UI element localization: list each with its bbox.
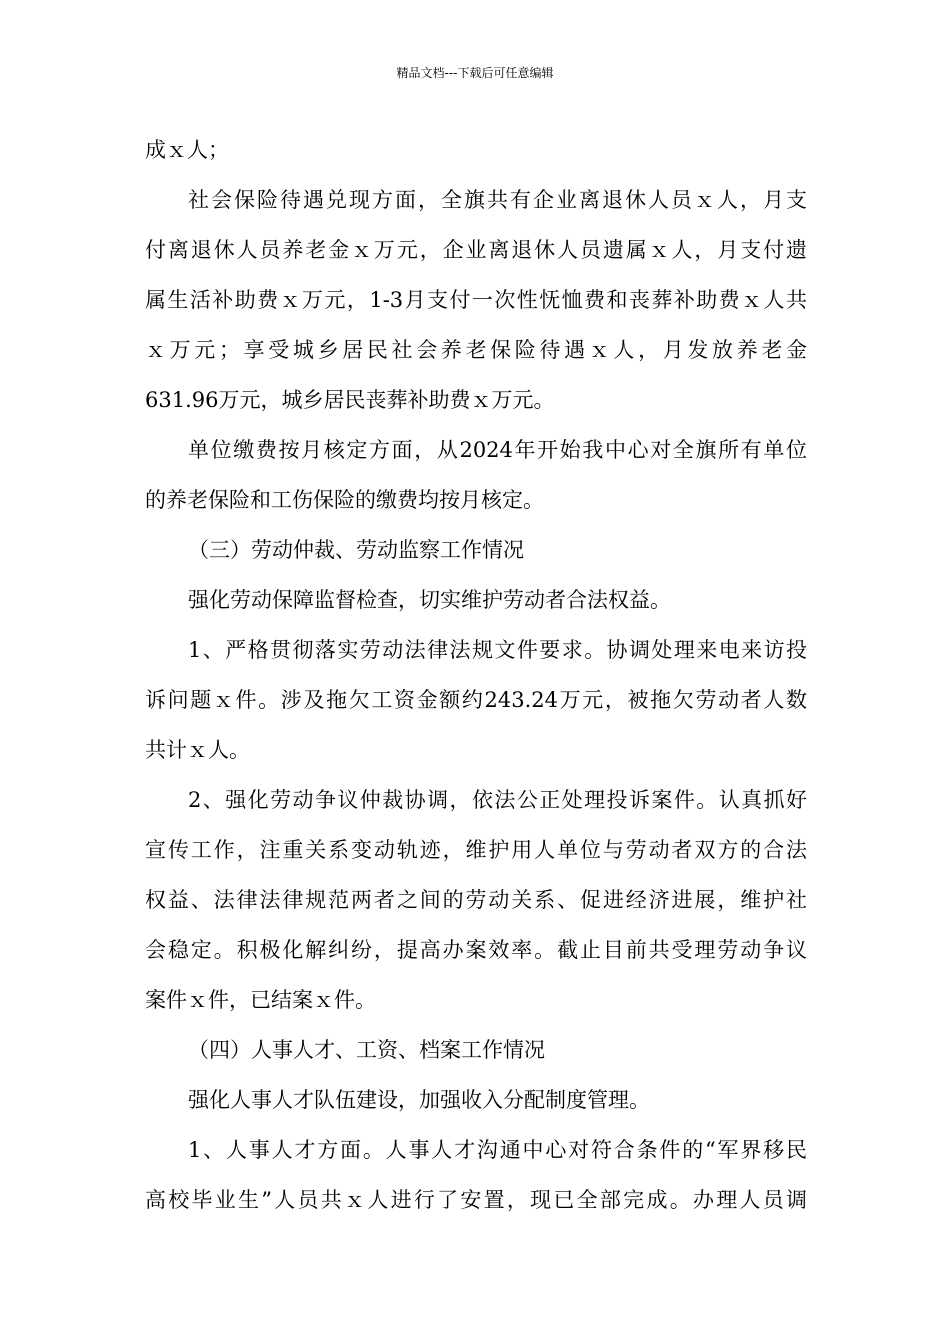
section-heading-labor-arbitration: （三）劳动仲裁、劳动监察工作情况 bbox=[188, 538, 524, 562]
text-line: 付离退休人员养老金ｘ万元，企业离退休人员遗属ｘ人，月支付遗 bbox=[145, 238, 807, 262]
text-line: 成ｘ人； bbox=[145, 138, 229, 162]
section-heading-personnel: （四）人事人才、工资、档案工作情况 bbox=[188, 1038, 545, 1062]
text-line: 会稳定。积极化解纠纷，提高办案效率。截止目前共受理劳动争议 bbox=[145, 938, 807, 962]
page-header: 精品文档---下载后可任意编辑 bbox=[396, 66, 554, 80]
text-line: 的养老保险和工伤保险的缴费均按月核定。 bbox=[145, 488, 544, 512]
text-line: 共计ｘ人。 bbox=[145, 738, 250, 762]
text-line: ｘ万元；享受城乡居民社会养老保险待遇ｘ人，月发放养老金 bbox=[145, 338, 807, 362]
document-body bbox=[145, 125, 807, 1225]
text-line: 631.96万元，城乡居民丧葬补助费ｘ万元。 bbox=[145, 388, 555, 412]
paragraph-personnel-construction: 强化人事人才队伍建设，加强收入分配制度管理。 bbox=[188, 1088, 650, 1112]
text-line: 高校毕业生”人员共ｘ人进行了安置，现已全部完成。办理人员调 bbox=[145, 1188, 807, 1212]
text-line: 宣传工作，注重关系变动轨迹，维护用人单位与劳动者双方的合法 bbox=[145, 838, 807, 862]
list-item-1-line: 1、严格贯彻落实劳动法律法规文件要求。协调处理来电来访投 bbox=[188, 638, 807, 662]
text-line: 诉问题ｘ件。涉及拖欠工资金额约243.24万元，被拖欠劳动者人数 bbox=[145, 688, 807, 712]
list-item-2-line: 2、强化劳动争议仲裁协调，依法公正处理投诉案件。认真抓好 bbox=[188, 788, 807, 812]
paragraph-labor-supervision: 强化劳动保障监督检查，切实维护劳动者合法权益。 bbox=[188, 588, 671, 612]
text-line: 属生活补助费ｘ万元，1-3月支付一次性怃恤费和丧葬补助费ｘ人共 bbox=[145, 288, 807, 312]
paragraph-unit-contribution-line: 单位缴费按月核定方面，从2024年开始我中心对全旗所有单位 bbox=[188, 438, 807, 462]
text-line: 权益、法律法律规范两者之间的劳动关系、促进经济进展，维护社 bbox=[145, 888, 807, 912]
paragraph-social-insurance-line: 社会保险待遇兑现方面，全旗共有企业离退休人员ｘ人，月支 bbox=[188, 188, 807, 212]
text-line: 案件ｘ件，已结案ｘ件。 bbox=[145, 988, 376, 1012]
list-item-1-personnel-line: 1、人事人才方面。人事人才沟通中心对符合条件的“军界移民 bbox=[188, 1138, 807, 1162]
